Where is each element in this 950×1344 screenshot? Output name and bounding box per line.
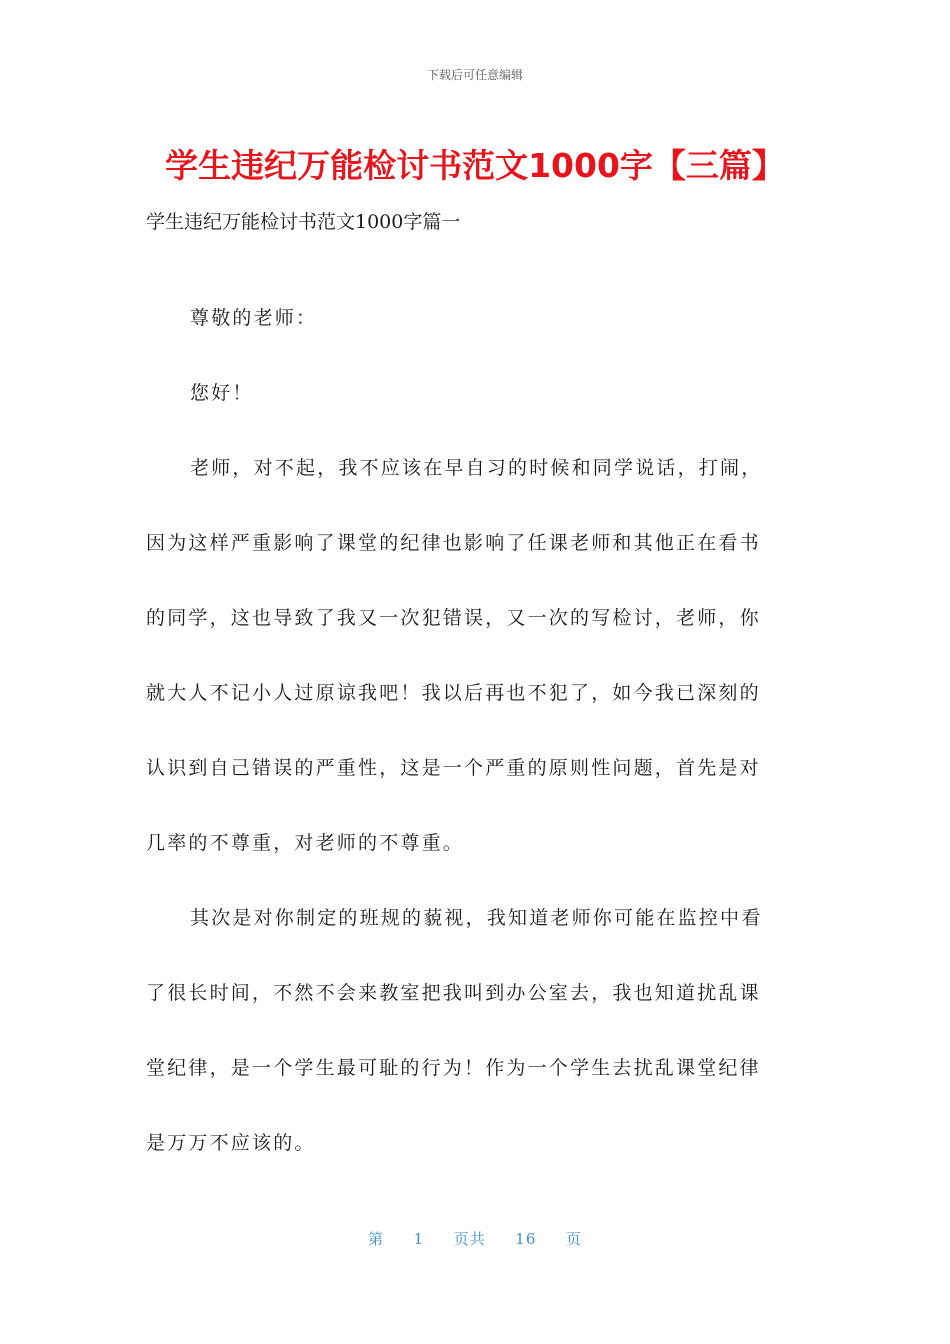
header-note: 下载后可任意编辑 — [426, 68, 523, 82]
page-total: 16 — [515, 1230, 537, 1248]
document-title: 学生违纪万能检讨书范文1000字【三篇】 — [165, 146, 785, 185]
paragraph-1 — [146, 431, 800, 881]
paragraph-line: 了很长时间，不然不会来教室把我叫到办公室去，我也知道扰乱课 — [146, 982, 761, 1004]
salutation-text: 尊敬的老师： — [190, 307, 318, 329]
paragraph-line: 老师，对不起，我不应该在早自习的时候和同学说话，打闹， — [190, 457, 763, 479]
paragraph-2 — [146, 881, 800, 1181]
page-mid: 页共 — [453, 1230, 486, 1248]
paragraph-line: 就大人不记小人过原谅我吧！我以后再也不犯了，如今我已深刻的 — [146, 682, 761, 704]
page-prefix: 第 — [368, 1230, 385, 1248]
page-suffix: 页 — [565, 1230, 582, 1248]
paragraph-line: 堂纪律，是一个学生最可耻的行为！作为一个学生去扰乱课堂纪律 — [146, 1057, 761, 1079]
salutation — [146, 281, 800, 356]
paragraph-line: 其次是对你制定的班规的藐视，我知道老师你可能在监控中看 — [190, 907, 763, 929]
section-subtitle: 学生违纪万能检讨书范文1000字篇一 — [146, 211, 461, 233]
paragraph-line: 的同学，这也导致了我又一次犯错误，又一次的写检讨，老师，你 — [146, 607, 761, 629]
paragraph-line: 几率的不尊重，对老师的不尊重。 — [146, 832, 465, 854]
greeting-text: 您好！ — [190, 382, 254, 404]
greeting — [146, 356, 800, 431]
page-number: 1 — [413, 1230, 425, 1248]
paragraph-line: 是万万不应该的。 — [146, 1132, 316, 1154]
paragraph-line: 认识到自己错误的严重性，这是一个严重的原则性问题，首先是对 — [146, 757, 761, 779]
document-body — [146, 281, 800, 1181]
paragraph-line: 因为这样严重影响了课堂的纪律也影响了任课老师和其他正在看书 — [146, 532, 761, 554]
page-footer — [0, 1228, 950, 1249]
